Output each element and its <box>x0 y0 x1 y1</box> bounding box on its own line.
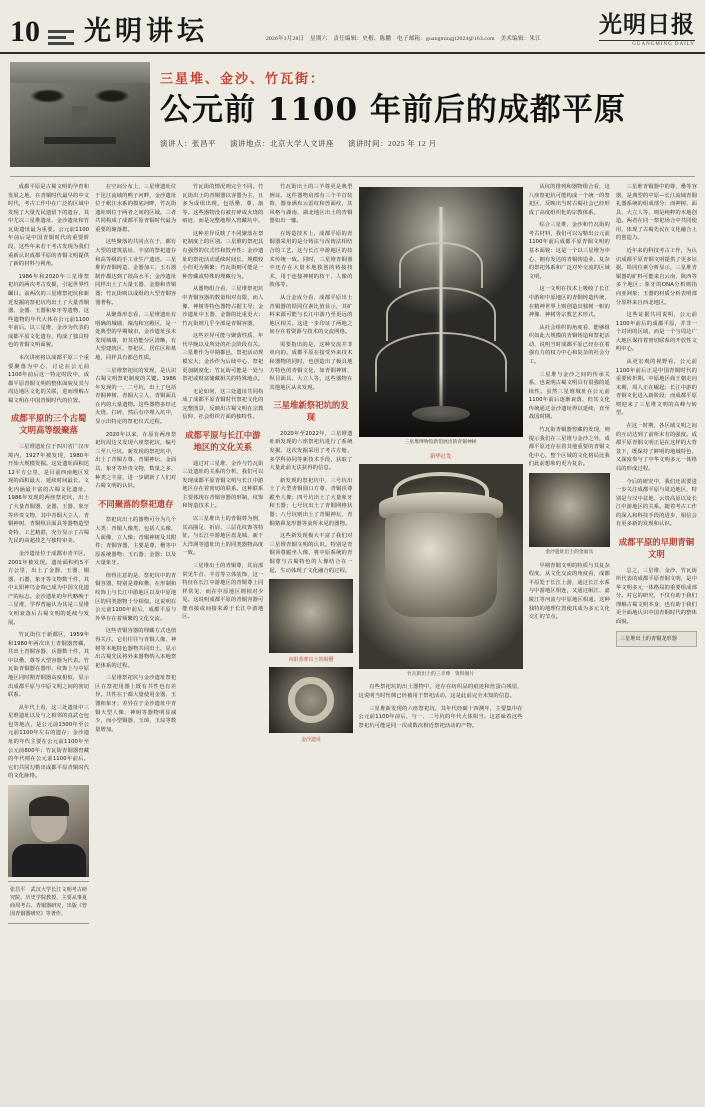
masthead-meta: 2026年3月28日 星期六 责任编辑：史楷、陈鹏 电子邮箱：guangmingjt2024@163.com 美术编辑：朱江 <box>265 36 541 42</box>
column-2 <box>95 183 176 1107</box>
tree-branch-upper <box>399 242 483 288</box>
byline-speaker: 演讲人：张昌平 <box>160 138 216 148</box>
tomb-bronze-caption-red: 向阳墓葬出土的铜罍 <box>288 657 334 664</box>
bronze-mask-photo <box>10 62 150 167</box>
speaker-bio-text: 张昌平 武汉大学长江文明考古研究院、历史学院教授，主要从事夏商周考古、青铜器研究，出版《曾国青铜器研究》等著作。 <box>10 886 88 918</box>
paragraph: 三星堆青铜器中的尊、罍等容器，是典型的中原—长江流域青铜礼器系统的组成部分；而神树、面具、大立人等，则是纯粹的本地创造。两者在同一祭祀场合中共同使用，体现了古蜀先民在文化融合上的创造力。 <box>615 184 697 242</box>
decorative-bars <box>48 30 74 45</box>
paragraph: 这些聚落的共同点在于，都有大型的建筑基址、丰富的祭祀遗存和高等级的手工业生产遗迹。三星堆的青铜铸造、金器加工、玉石器制作都达到了很高水平；金沙遗址同样出土了大量玉器、金器和青铜器；竹瓦街则以成组的大型青铜容器著称。 <box>95 239 177 306</box>
section-title: 光明讲坛 <box>84 16 208 47</box>
paragraph: 通过对三星堆、金沙与竹瓦街三处遗址的关系的分析，我们可以发现成都平原青铜文明与长江中游地区存在着密切的联系。这种联系主要体现在青铜容器的形制、纹饰和铸造技术上。 <box>182 460 264 510</box>
three-ram-zun-caption: 竹瓦街出土的三羊尊 资料图片 <box>407 671 475 677</box>
paragraph: 从更宏观的视野看，公元前1100年前后正是中国青铜时代的重要转折期。中原地区商王朝走向末期，周人正在崛起；长江中游的青铜文化进入新阶段；而成都平原则迎来了三星堆文明的高峰与转型。 <box>615 358 697 417</box>
paragraph: 从年代上看，这三处遗址中三星堆遗址以及与之相邻的真武仓包包等地点，是公元前1300年至公元前1100年左右的遗存；金沙遗址的年代主要在公元前1100年至公元前800年；竹瓦街青铜器窖藏的年代则在公元前1100年前后。它们共同勾勒出成都平原青铜时代的文化脉络。 <box>8 704 90 780</box>
museum-audience <box>359 372 523 437</box>
column-3 <box>182 183 263 1107</box>
paragraph: 竹瓦街青铜器窖藏的发现，则提示我们在三星堆与金沙之外，成都平原还存在着其他重要的青铜文化中心，整个区域的文化格局比我们此前想象的更为复杂。 <box>528 427 610 468</box>
paragraph: 这些青铜容器的埋藏方式也值得关注。它们往往与青铜人像、神树等本地特色器物共同出土，显示出古蜀先民将外来器物纳入本地祭祀体系的过程。 <box>95 628 177 669</box>
section-heading-2: 不同聚落的祭祀遗存 <box>98 498 174 509</box>
byline <box>160 138 695 149</box>
bronze-sacred-tree-photo <box>359 187 523 437</box>
paragraph: 本次讲座将以成都平原三个重要聚落为中心，讨论在公元前1100年前后这一特定时段中，成都平原青铜文明的整体面貌及其与周边地区文化的关联，进而理解古蜀文明在中国青铜时代的位置。 <box>8 354 90 404</box>
portrait-body <box>12 844 86 877</box>
paragraph: 2020年以来，在原有两座祭祀坑周边又发现六座祭祀坑，编号三至八号坑。新发现的祭祀坑中，出土了青铜方尊、青铜神坛、金面具、象牙等珍贵文物，数量之多、种类之丰富，进一步刷新了人们对古蜀文明的认识。 <box>95 431 177 490</box>
paragraph: 以三星堆出土的青铜尊为例，其高圈足、折肩、三层花纹饰等特征，与长江中游地区盘龙城、新干大洋洲等遗址出土的同类器物高度一致。 <box>182 516 264 557</box>
masthead <box>0 0 705 54</box>
section-heading-5: 成都平原的早期青铜文明 <box>618 536 695 559</box>
page-number: 10 <box>10 15 40 48</box>
paragraph: 竹瓦街的情况则完全不同。竹瓦街出土的青铜器以容器为主，且多为成组出现，包括罍、尊、瓿等。这些器物没有被打碎或火烧的痕迹，而是完整地埋入窖藏坑中。 <box>182 184 264 225</box>
paragraph: 从社会组织的角度看，能够组织如此大规模的青铜铸造和祭祀活动，说明当时成都平原已经存在着强有力的权力中心和复杂的社会分工。 <box>528 324 610 365</box>
paragraph: 这些差异可能与聚落性质、年代早晚以及所处的社会阶段有关。三星堆作为早期都邑，祭祀活动规模宏大；金沙作为后续中心，祭祀更加制度化；竹瓦街可能是一处与祭祀或财富储藏相关的特殊地点。 <box>182 333 264 383</box>
paragraph: 新发现的祭祀坑中，三号坑出土了大型青铜圆口方尊、青铜顶尊跪坐人像；四号坑出土了大量象牙和玉器；七号坑出土了青铜网格状器；八号坑则出土了青铜神坛、青铜猪鼻龙形器等前所未见的器物。 <box>269 477 353 527</box>
paragraph: 三星堆祭祀坑与金沙遗址祭祀区在祭祀用器上既有共性也有差异。共性在于都大量使用金器、玉器和象牙；差异在于金沙遗址中青铜大型人像、神树等器物明显减少，而小型铜器、玉璋、玉琮等数量增加。 <box>95 675 177 733</box>
paragraph: 这些证据共同说明，公元前1100年前后的成都平原，并非一个封闭的区域，而是一个与周边广大地区保持着密切联系的开放性文明中心。 <box>615 312 697 353</box>
portrait-hair <box>29 796 69 816</box>
byline-time: 演讲时间：2025 年 12 月 <box>348 138 437 148</box>
column-1 <box>8 183 89 1107</box>
mask-cap <box>10 62 150 83</box>
tomb-bronze-photo <box>269 579 352 653</box>
paragraph: 值得注意的是，祭祀坑中的青铜容器，特别是尊和罍，在形制和纹饰上与长江中游地区以及中原地区的同类器物十分相似。这说明在公元前1100年前后，成都平原与外界存在着频繁的文化交流。 <box>95 572 177 622</box>
paragraph: 从聚落形态看，三星堆遗址有明确的城墙、壕沟和宫殿区，是一处典型的早期城市。金沙遗址虽未发现城墙，但其功能分区清晰，有大型建筑区、祭祀区、居住区和墓地，同样具有都邑性质。 <box>95 312 177 361</box>
brand-subname: GUANGMING DAILY <box>632 42 695 47</box>
sacred-tree-caption: 三星堆博物馆新馆展出的青铜神树 <box>404 440 477 445</box>
column-6 <box>529 183 610 1107</box>
mask-nose <box>72 106 89 125</box>
mask-mouth <box>44 137 117 144</box>
gold-mask-caption: 金沙遗址出土的金面具 <box>545 549 594 555</box>
paragraph: 从合金成分看，成都平原出土青铜器的铅同位素比值显示，其矿料来源可能与长江中游乃至更远的地区相关。这进一步印证了两地之间存在着资源与技术的交流网络。 <box>269 294 353 336</box>
paragraph: 今后的研究中，我们还需要进一步关注成都平原与周边地区，特别是与汉中盆地、云贵高原以及长江中游地区的关系。随着考古工作的深入和科技手段的进步，相信会有更多新的发现和认识。 <box>615 478 697 528</box>
paragraph: 这种差异反映了不同聚落在祭祀制度上的区别。三星堆的祭祀具有强烈的仪式性和毁弃性；金沙遗址的祭祀活动延续时间长、规模较小但更为频繁；竹瓦街则可能是一种窖藏或特殊的埋藏行为。 <box>182 230 264 280</box>
section-heading-4: 三星堆新祭祀坑的发现 <box>273 400 349 423</box>
sacred-tree-credit: 新华社发 <box>429 453 452 460</box>
column-4 <box>269 183 352 1107</box>
paragraph: 1986年和2020年三星堆祭祀坑的两次考古发掘，引起世界性瞩目。前两次的三星堆祭祀坑和新近发掘的祭祀坑均出土了大量青铜器、金器、玉器和象牙等遗物，这些遗物的年代大体在公元前1100年前后。以三星堆、金沙为代表的成都平原文化遗存，构成了独具特色的青铜文明面貌。 <box>8 273 90 349</box>
paragraph: 三星堆祭祀坑的发现，是认识古蜀文明祭祀制度的关键。1986年发现的一、二号坑，出土了包括青铜神树、青铜大立人、青铜面具在内的大量遗物。这些器物多经过火烧、打碎，然后有序埋入坑中，显示出特定的祭祀仪式过程。 <box>95 367 177 426</box>
speaker-portrait-photo <box>8 785 89 877</box>
page-title: 公元前 1100 年前后的成都平原 <box>160 92 626 128</box>
headline-area <box>0 54 705 171</box>
speaker-bio-box <box>8 881 89 924</box>
paragraph: 近年来的科技考古工作，为认识成都平原青铜文明提供了更多证据。铅同位素分析显示，三星堆青铜器的矿料可能来自云南、陕西等多个地区；象牙的DNA分析则指向亚洲象；玉器的材质分析表明部分原料来自西北地区。 <box>615 248 697 306</box>
paragraph: 竹瓦街出土的三羊尊更是典型例证。这件器物肩部有三个羊首装饰，器身满布云雷纹和兽面纹，其风格与湖南、湖北地区出土的青铜器如出一辙。 <box>269 184 353 225</box>
paragraph: 三星堆新发现的六座祭祀坑，其年代经碳十四测年，主要集中在公元前1100年前后，与一、二号坑的年代大体相当。这意味着这些祭祀坑可能是同一次或数次相近祭祀活动的产物。 <box>358 705 523 729</box>
column-5-photos <box>359 183 523 1107</box>
byline-place: 演讲地点：北京大学人文讲座 <box>230 138 334 148</box>
paragraph: 从器物组合看，三星堆祭祀坑中青铜容器的数量相对有限，而人像、神树等特色器物占据主导；金沙遗址中玉器、金器的比重更大；竹瓦街则几乎全部是青铜容器。 <box>182 286 264 327</box>
paragraph: 需要指出的是，这种交流并非单向的。成都平原在接受外来技术和器物的同时，也创造出了极具地方特色的青铜文化，如青铜神树、纵目面具、大立人等，这些器物在其他地区从未发现。 <box>269 341 353 391</box>
paragraph: 三星堆与金沙之间的传承关系，也说明古蜀文明具有很强的延续性。虽然三星堆城址在公元前1100年前后逐渐衰落，但其文化传统通过金沙遗址得以延续，直至战国时期。 <box>528 371 610 421</box>
paragraph: 有些祭祀坑的出土器物中，还存在纺织品的痕迹和丝蛋白残留，这说明当时丝绸已经被用于祭祀活动，这是此前完全未知的信息。 <box>358 684 523 699</box>
paragraph: 综合三星堆、金沙和竹瓦街的考古材料，我们可以勾勒出公元前1100年前后成都平原青铜文明的基本面貌：这是一个以三星堆为中心、拥有发达的青铜铸造业、复杂的祭祀体系和广泛对外交流的区域文明。 <box>528 222 610 280</box>
section-heading-1: 成都平原的三个古蜀文明高等级聚落 <box>10 413 87 436</box>
paragraph: 从坑的排列和器物组合看，这八座祭祀坑可能构成一个统一的祭祀区，反映出当时古蜀社会已经形成了高度组织化的宗教体系。 <box>528 184 610 216</box>
dragon-ring-caption-red: 金沙遗址 <box>300 737 321 744</box>
paragraph: 这一文明在技术上吸收了长江中游和中原地区的青铜铸造传统，在精神世界上则创造出独树一帜的神像、神树等宗教艺术形式。 <box>528 286 610 319</box>
paragraph: 在铸造技术上，成都平原的青铜器采用的是分铸法与浑铸法相结合的工艺，这与长江中游地区的技术传统一致。同时，三星堆青铜器中还存在大量本地独创的铸接技术，用于连接神树的枝干、人像的肢体等。 <box>269 230 353 289</box>
paragraph: 无论如何，这三处遗址共同构成了成都平原青铜时代祭祀文化的完整图景，反映出古蜀文明在宗教信仰、社会组织方面的独特性。 <box>182 388 264 421</box>
column-7 <box>616 183 697 1107</box>
paragraph: 2020年至2022年，三星堆遗址新发现的六座祭祀坑进行了系统发掘。这次发掘采用了考古方舱、多学科协同等新技术手段，获取了大量此前无法获得的信息。 <box>269 430 353 472</box>
section-heading-3: 成都平原与长江中游地区的文化关系 <box>185 430 261 452</box>
paragraph: 在空间分布上，三星堆遗址位于沱江流域的鸭子河畔，金沙遗址位于岷江水系的摸底河畔，竹瓦街遗址则位于两者之间的区域。三者共同构成了成都平原青铜时代最为重要的聚落群。 <box>95 184 177 233</box>
paragraph: 在这一时期，各区域文明之间的互动达到了前所未有的强度。成都平原青铜文明正是在这样的大背景下，既保持了鲜明的地域特色，又深度参与了中华文明多元一体格局的形成过程。 <box>615 423 697 472</box>
paragraph: 三星堆出土的青铜尊，其肩部常见牛首、羊首等立体装饰，这一特征在长江中游地区的青铜尊上同样常见，而在中原地区则相对少见。这说明成都平原的青铜容器可能直接或间接来源于长江中游地区。 <box>182 562 264 621</box>
paragraph: 成都平原是古蜀文明的孕育和发展之地，在青铜时代最早的中文时代，考古工作中在广泛的区域中发现了大量先民遗留下的遗存，其中尤以三星堆遗址、金沙遗址和竹瓦街遗址最为重要。公元前1100年前后是中国青铜时代的重要阶段，这些年来若干考古发现为我们重新认识成都平原的青铜文明提供了新的材料与视角。 <box>8 184 90 268</box>
paragraph: 三星堆遗址位于四川省广汉市境内，1927年被发现，1980年开始大规模发掘。这处遗址面积达12平方公里，是目前西南地区发现的面积最大、延续时间最长、文化内涵最丰富的古蜀文化遗址。1986年发现的两座祭祀坑，出土了大量青铜器、金器、玉器、象牙等珍贵文物，其中青铜大立人、青铜神树、青铜纵目面具等器物造型奇特、工艺精湛，充分显示了古蜀先民的高超技艺与独特审美。 <box>8 443 90 545</box>
paragraph: 金沙遗址位于成都市青羊区，2001年被发现。遗址面积约5平方公里，出土了金器、玉器、铜器、石器、象牙等文物数千件，其中太阳神鸟金饰已成为中国文化遗产的标志。金沙遗址的年代略晚于三星堆，学界普遍认为其是三星堆文明衰落后古蜀文明的延续与发展。 <box>8 550 90 626</box>
brand-block <box>599 6 695 47</box>
gold-mask-photo <box>529 473 610 547</box>
closing-note: 三星堆出土的青铜龙形器 <box>616 631 697 647</box>
paragraph: 祭祀坑出土的器物可分为几个大类：青铜人像类，包括人头像、人面像、立人像；青铜神树及其附件；青铜容器，主要是尊、罍等中原系统器物；玉石器；金器；以及大量象牙。 <box>95 517 177 567</box>
vessel-body <box>385 513 497 617</box>
paragraph: 这些新发现极大丰富了我们对三星堆青铜文明的认识。特别是青铜顶尊跪坐人像，将中原系统的青铜尊与古蜀特色的人像结合在一起，生动体现了文化融合的过程。 <box>269 533 353 574</box>
ring-shape <box>288 677 334 723</box>
headline-kicker: 三星堆、金沙、竹瓦街： <box>160 71 326 86</box>
paragraph: 早期青铜文明的特质与其复杂程度。从文化交流的角度看，成都平原处于长江上游，通过长江水系与中游地区相连，又通过岷江、嘉陵江等河流与中原地区相通。这种独特的地理位置使其成为多元文化交汇的节点。 <box>528 562 610 621</box>
paragraph: 竹瓦街位于新都区，1959年和1980年两次出土青铜器窖藏，共出土青铜容器、兵器数十件，其中以罍、尊等大型容器为代表。竹瓦街青铜器在器形、纹饰上与中原地区同时期青铜器高度相似，显示出成都平原与中原文明之间的密切联系。 <box>8 632 90 699</box>
dragon-ring-photo <box>269 667 352 733</box>
brand-name: 光明日报 <box>599 6 695 41</box>
article-columns <box>0 177 705 1107</box>
headline-block <box>160 62 695 167</box>
three-ram-zun-photo <box>359 464 523 669</box>
paragraph: 总之，三星堆、金沙、竹瓦街所代表的成都平原青铜文明，是中华文明多元一体格局的重要组成部分。对它的研究，不仅有助于我们理解古蜀文明本身，也有助于我们更全面地认识中国青铜时代的整体面貌。 <box>615 567 697 625</box>
